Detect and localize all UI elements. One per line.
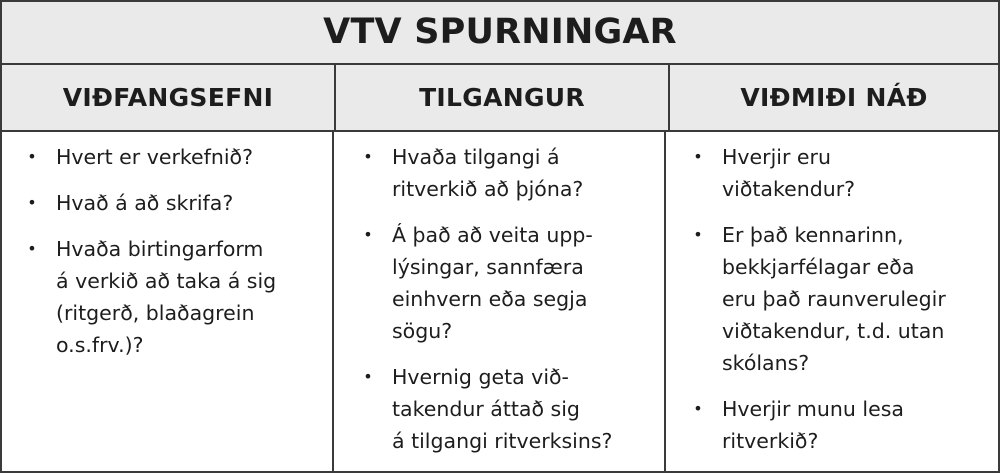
question-text: Hvernig geta við- takendur áttað sig á tilgangi ritverksins? <box>392 365 613 453</box>
header-vidmidi-nad: VIÐMIÐI NÁÐ <box>740 82 928 112</box>
list-item <box>358 361 658 457</box>
bullet-icon: • <box>693 399 703 418</box>
list-item <box>358 219 658 347</box>
bullet-icon: • <box>693 225 703 244</box>
question-text: Hverjir eru viðtakendur? <box>722 145 856 201</box>
list-item <box>22 141 326 173</box>
question-text: Á það að veita upp- lýsingar, sannfæra einhvern eða segja sögu? <box>392 223 593 343</box>
header-row <box>2 65 998 132</box>
list-item <box>22 233 326 361</box>
bullet-icon: • <box>363 225 373 244</box>
body-row <box>2 132 998 471</box>
question-list <box>358 141 658 457</box>
list-item <box>688 393 992 457</box>
bullet-icon: • <box>27 239 37 258</box>
question-text: Hvaða birtingarform á verkið að taka á sig (ritgerð, blaðagrein o.s.frv.)? <box>56 237 277 357</box>
list-item <box>688 141 992 205</box>
list-item <box>358 141 658 205</box>
bullet-icon: • <box>363 367 373 386</box>
question-text: Er það kennarinn, bekkjarfélagar eða eru það raunverulegir viðtakendur, t.d. utan skólans? <box>722 223 946 375</box>
column-tilgangur <box>334 132 666 471</box>
header-vidfangsefni: VIÐFANGSEFNI <box>2 65 336 130</box>
question-text: Hverjir munu lesa ritverkið? <box>722 397 904 453</box>
bullet-icon: • <box>693 147 703 166</box>
bullet-icon: • <box>363 147 373 166</box>
bullet-icon: • <box>27 193 37 212</box>
table-title: VTV SPURNINGAR <box>2 2 998 65</box>
question-list <box>22 141 326 361</box>
column-vidmidi-nad <box>666 132 998 471</box>
header-tilgangur: TILGANGUR <box>336 65 670 130</box>
column-vidfangsefni <box>2 132 334 471</box>
bullet-icon: • <box>27 147 37 166</box>
question-text: Hvað á að skrifa? <box>56 191 234 215</box>
list-item <box>688 219 992 379</box>
question-text: Hvert er verkefnið? <box>56 145 253 169</box>
question-list <box>688 141 992 457</box>
list-item <box>22 187 326 219</box>
question-text: Hvaða tilgangi á ritverkið að þjóna? <box>392 145 584 201</box>
